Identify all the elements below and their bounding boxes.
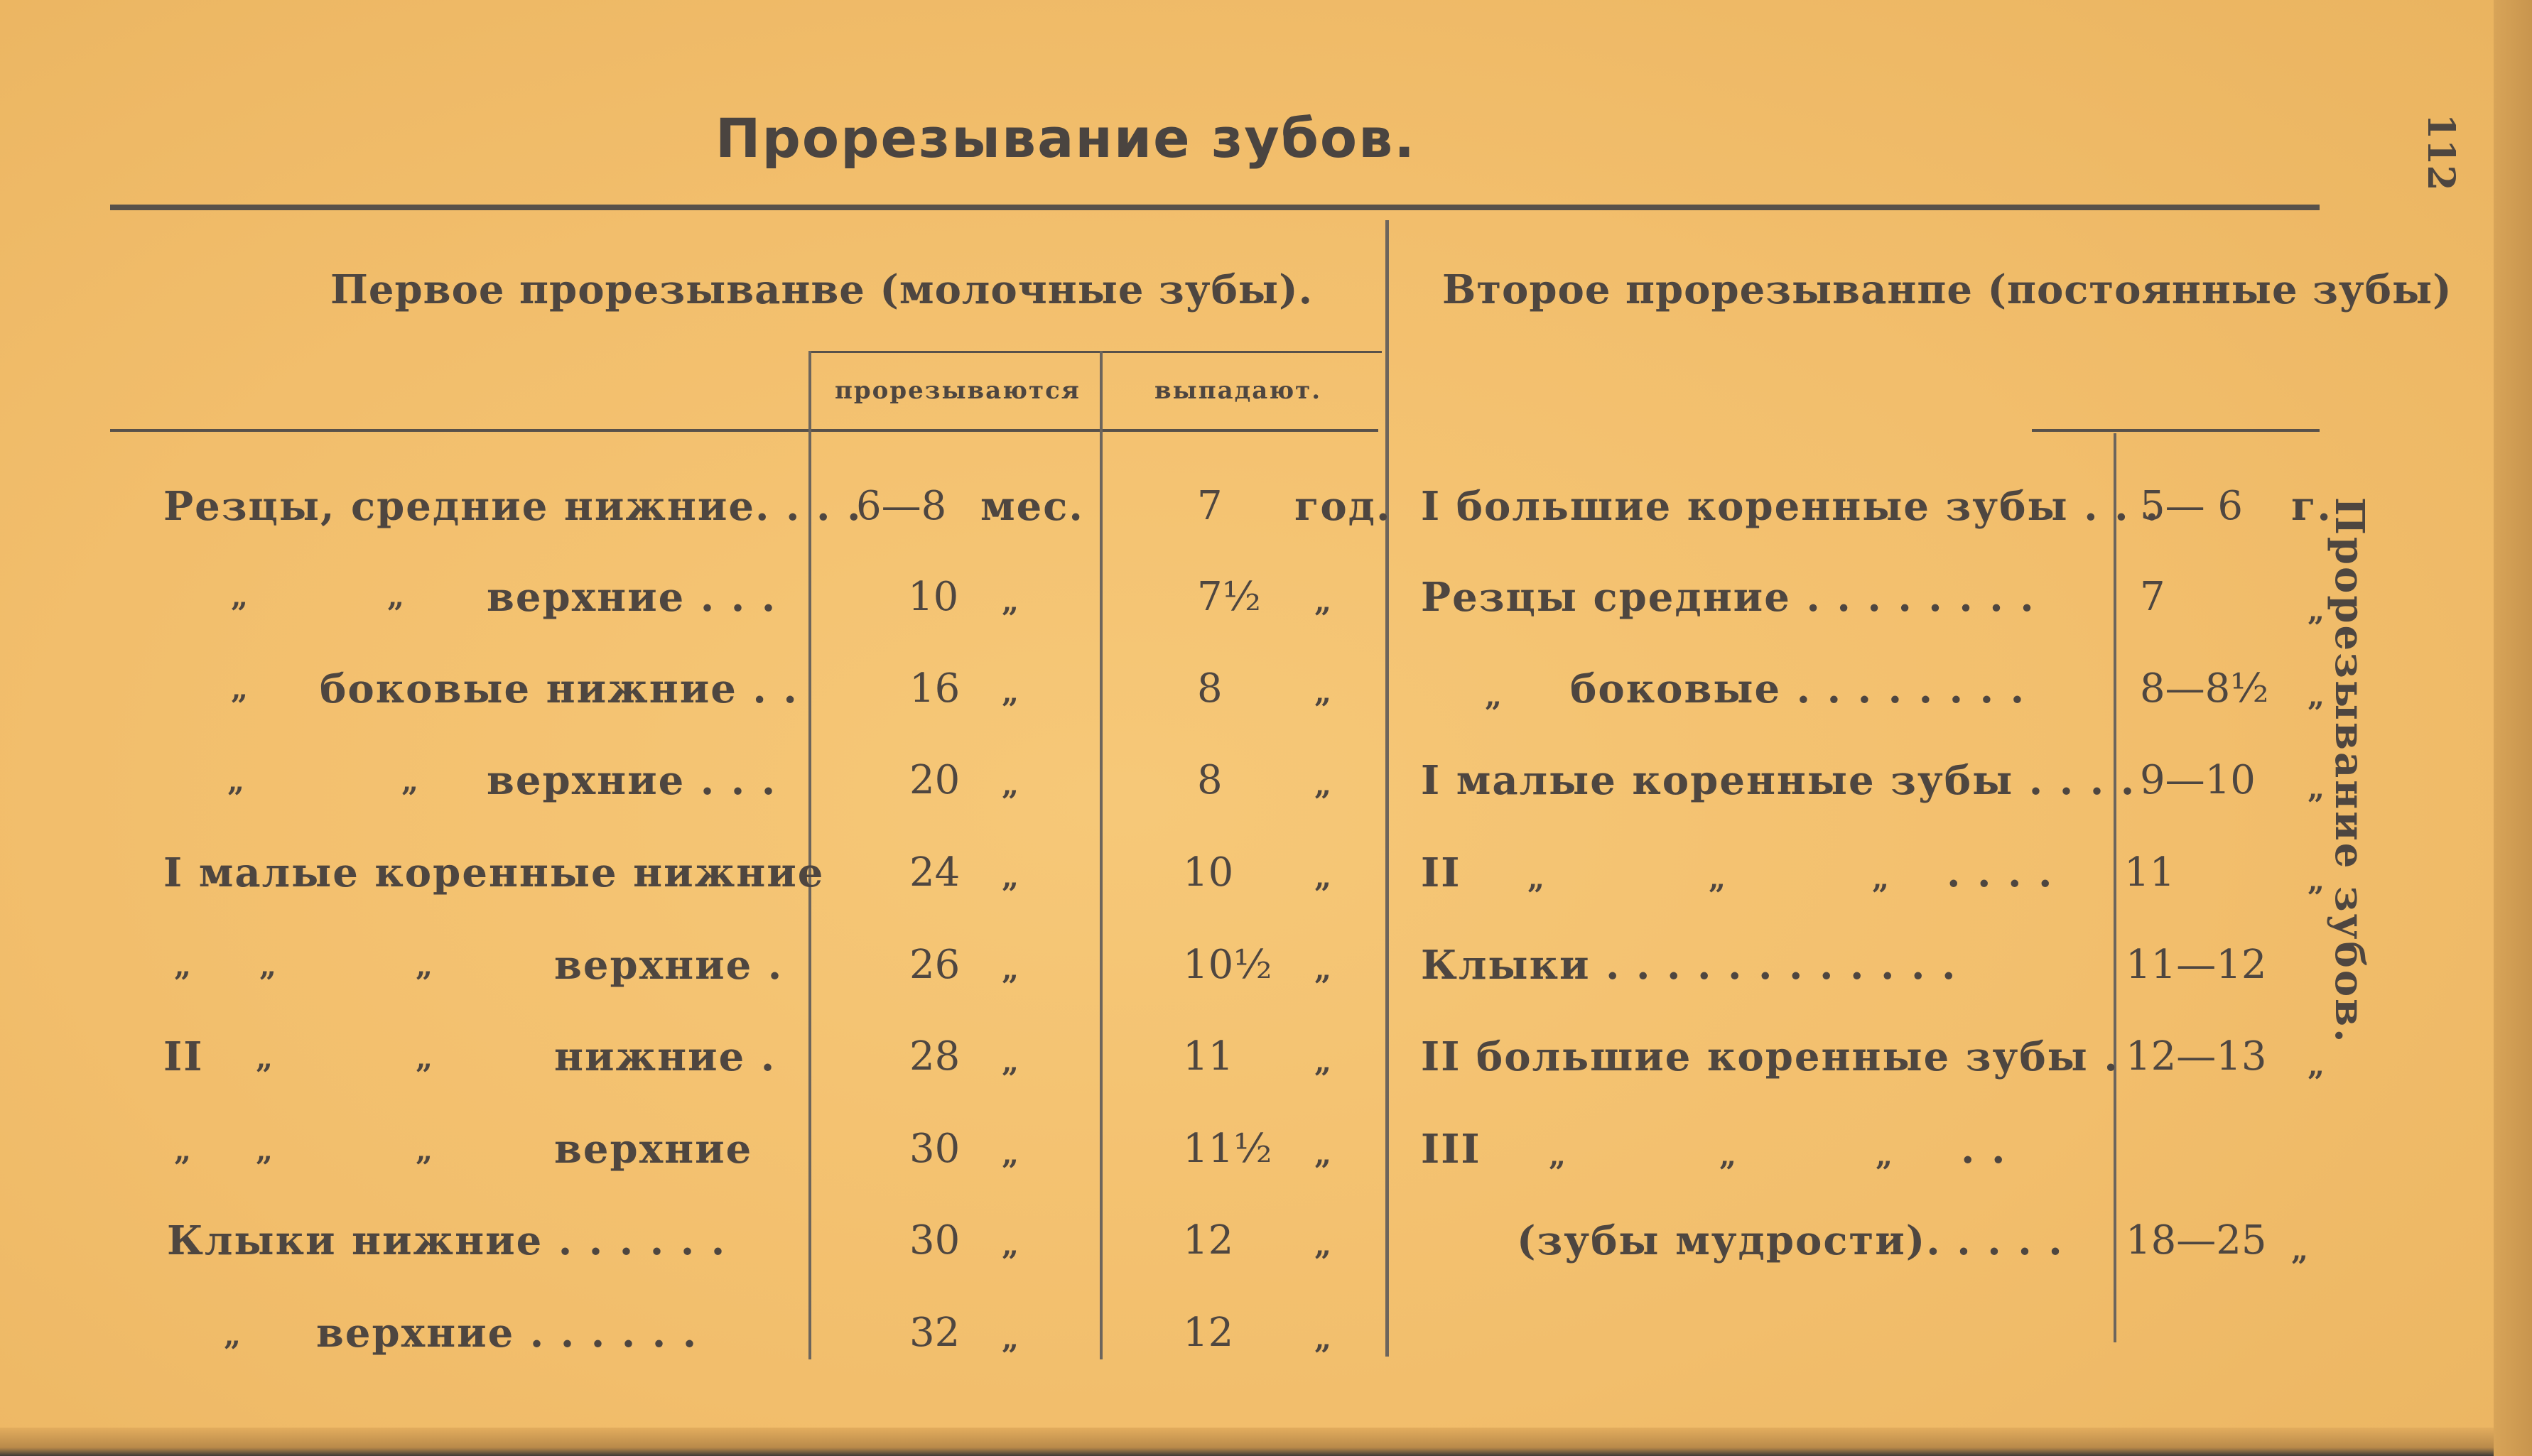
column-header-erupt: прорезываются <box>835 376 1081 405</box>
fall-value: 8 <box>1197 665 1223 712</box>
fall-unit: „ <box>1314 1044 1332 1079</box>
erupt-unit: „ <box>1002 1227 1019 1262</box>
tooth-name: верхние . . . <box>487 757 777 804</box>
tooth-name: верхние . . . <box>487 574 777 621</box>
page-edge-right <box>2494 0 2532 1456</box>
running-side-title: Прорезывание зубов. <box>2326 497 2373 1045</box>
tooth-name: Резцы, средние нижние. . . . <box>163 483 862 530</box>
erupt-value: 24 <box>909 849 961 896</box>
ditto-mark: „ <box>1876 1138 1893 1173</box>
page-number: 112 <box>2419 114 2462 191</box>
age-unit: „ <box>2308 863 2325 898</box>
section-divider <box>1385 220 1389 1357</box>
tooth-name: Резцы средние . . . . . . . . <box>1421 574 2035 621</box>
age-value: 11 <box>2124 849 2175 896</box>
first-section-header: Первое прорезыванве (молочные зубы). <box>330 266 1314 313</box>
fall-value: 11 <box>1183 1033 1234 1080</box>
fall-value: 8 <box>1197 757 1223 803</box>
page-edge-bottom <box>0 1428 2494 1456</box>
second-section-header: Второе прорезыванпе (постоянные зубы) <box>1442 266 2452 313</box>
ditto-mark: „ <box>416 1041 433 1075</box>
ditto-mark: „ <box>416 948 433 983</box>
ditto-mark: „ <box>416 1133 433 1168</box>
tooth-name: Клыки нижние . . . . . . <box>167 1217 727 1264</box>
fall-value: 7 <box>1197 483 1223 529</box>
age-value: 5— 6 <box>2140 483 2244 529</box>
ditto-mark: „ <box>1719 1138 1737 1173</box>
tooth-name: II <box>1421 849 1461 896</box>
erupt-unit: „ <box>1002 952 1019 987</box>
fall-value: 7½ <box>1197 574 1261 620</box>
fall-value: 11½ <box>1183 1126 1272 1172</box>
fall-unit: „ <box>1314 1227 1332 1262</box>
erupt-value: 10 <box>908 574 959 620</box>
ditto-mark: „ <box>231 579 249 614</box>
ditto-mark: „ <box>1549 1138 1567 1173</box>
erupt-unit: „ <box>1002 1321 1019 1356</box>
age-unit: „ <box>2308 1048 2325 1082</box>
tooth-name: боковые нижние . . <box>320 665 799 712</box>
tooth-name: Клыки . . . . . . . . . . . . <box>1421 942 1957 989</box>
age-unit: „ <box>2308 771 2325 805</box>
erupt-unit: „ <box>1002 859 1019 894</box>
erupt-value: 6—8 <box>856 483 947 529</box>
leader-dots: . . . . <box>1947 849 2054 896</box>
column-header-fall: выпадают. <box>1154 376 1322 405</box>
erupt-value: 30 <box>909 1217 961 1264</box>
tooth-name: верхние . <box>554 942 784 989</box>
ditto-mark: „ <box>256 1041 274 1075</box>
fall-unit: год. <box>1294 483 1392 530</box>
leader-dots: . . <box>1961 1126 2007 1173</box>
subheader-top-rule <box>810 351 1382 353</box>
age-value: 12—13 <box>2126 1033 2267 1080</box>
erupt-unit: „ <box>1002 1136 1019 1171</box>
erupt-unit: „ <box>1002 584 1019 619</box>
tooth-name: I большие коренные зубы . . . <box>1421 483 2160 530</box>
tooth-name: I малые коренные нижние <box>163 849 825 896</box>
ditto-mark: „ <box>231 671 249 706</box>
tooth-name: нижние . <box>554 1033 777 1080</box>
erupt-unit: „ <box>1002 675 1019 710</box>
ditto-mark: „ <box>259 948 277 983</box>
tooth-name: верхние . . . . . . <box>316 1310 698 1357</box>
col-divider-fall <box>1100 351 1103 1359</box>
ditto-mark: „ <box>1527 861 1545 896</box>
age-value: 18—25 <box>2126 1217 2267 1264</box>
erupt-value: 16 <box>909 665 961 712</box>
col-divider-age <box>2114 433 2116 1342</box>
ditto-mark: „ <box>387 579 405 614</box>
erupt-value: 32 <box>909 1310 961 1356</box>
fall-unit: „ <box>1314 767 1332 802</box>
ditto-mark: „ <box>174 948 192 983</box>
age-value: 8—8½ <box>2140 665 2269 712</box>
erupt-unit: „ <box>1002 767 1019 802</box>
fall-unit: „ <box>1314 584 1332 619</box>
fall-unit: „ <box>1314 952 1332 987</box>
erupt-value: 30 <box>909 1126 961 1172</box>
header-bottom-rule-right <box>2032 429 2320 432</box>
age-unit: „ <box>2308 593 2325 628</box>
tooth-name: (зубы мудрости). . . . . <box>1517 1217 2064 1264</box>
tooth-name: II большие коренные зубы . <box>1421 1033 2119 1080</box>
erupt-unit: „ <box>1002 1044 1019 1079</box>
ditto-mark: „ <box>401 764 419 798</box>
fall-unit: „ <box>1314 1136 1332 1171</box>
ditto-mark: „ <box>1709 861 1726 896</box>
age-unit: г. <box>2291 483 2332 530</box>
age-value: 7 <box>2140 574 2165 620</box>
fall-unit: „ <box>1314 675 1332 710</box>
ditto-mark: „ <box>256 1133 274 1168</box>
fall-unit: „ <box>1314 859 1332 894</box>
fall-value: 12 <box>1183 1310 1234 1356</box>
page-title: Прорезывание зубов. <box>715 107 1417 170</box>
tooth-name: верхние <box>554 1126 753 1173</box>
ditto-mark: „ <box>1485 678 1503 713</box>
fall-value: 12 <box>1183 1217 1234 1264</box>
top-rule <box>110 205 2320 210</box>
ditto-mark: „ <box>227 764 245 798</box>
erupt-unit: мес. <box>980 483 1084 530</box>
header-bottom-rule-left <box>110 429 1378 432</box>
age-unit: „ <box>2308 678 2325 713</box>
erupt-value: 26 <box>909 942 961 988</box>
row-prefix: II <box>163 1033 204 1080</box>
ditto-mark: „ <box>224 1318 242 1352</box>
fall-value: 10 <box>1183 849 1234 896</box>
age-unit: „ <box>2291 1232 2309 1267</box>
tooth-name: I малые коренные зубы . . . . <box>1421 757 2136 804</box>
ditto-mark: „ <box>174 1133 192 1168</box>
age-value: 9—10 <box>2140 757 2256 803</box>
erupt-value: 20 <box>909 757 961 803</box>
fall-value: 10½ <box>1183 942 1272 988</box>
fall-unit: „ <box>1314 1321 1332 1356</box>
tooth-name: боковые . . . . . . . . <box>1570 665 2026 712</box>
ditto-mark: „ <box>1872 861 1890 896</box>
tooth-name: III <box>1421 1126 1481 1173</box>
erupt-value: 28 <box>909 1033 961 1080</box>
age-value: 11—12 <box>2126 942 2267 988</box>
